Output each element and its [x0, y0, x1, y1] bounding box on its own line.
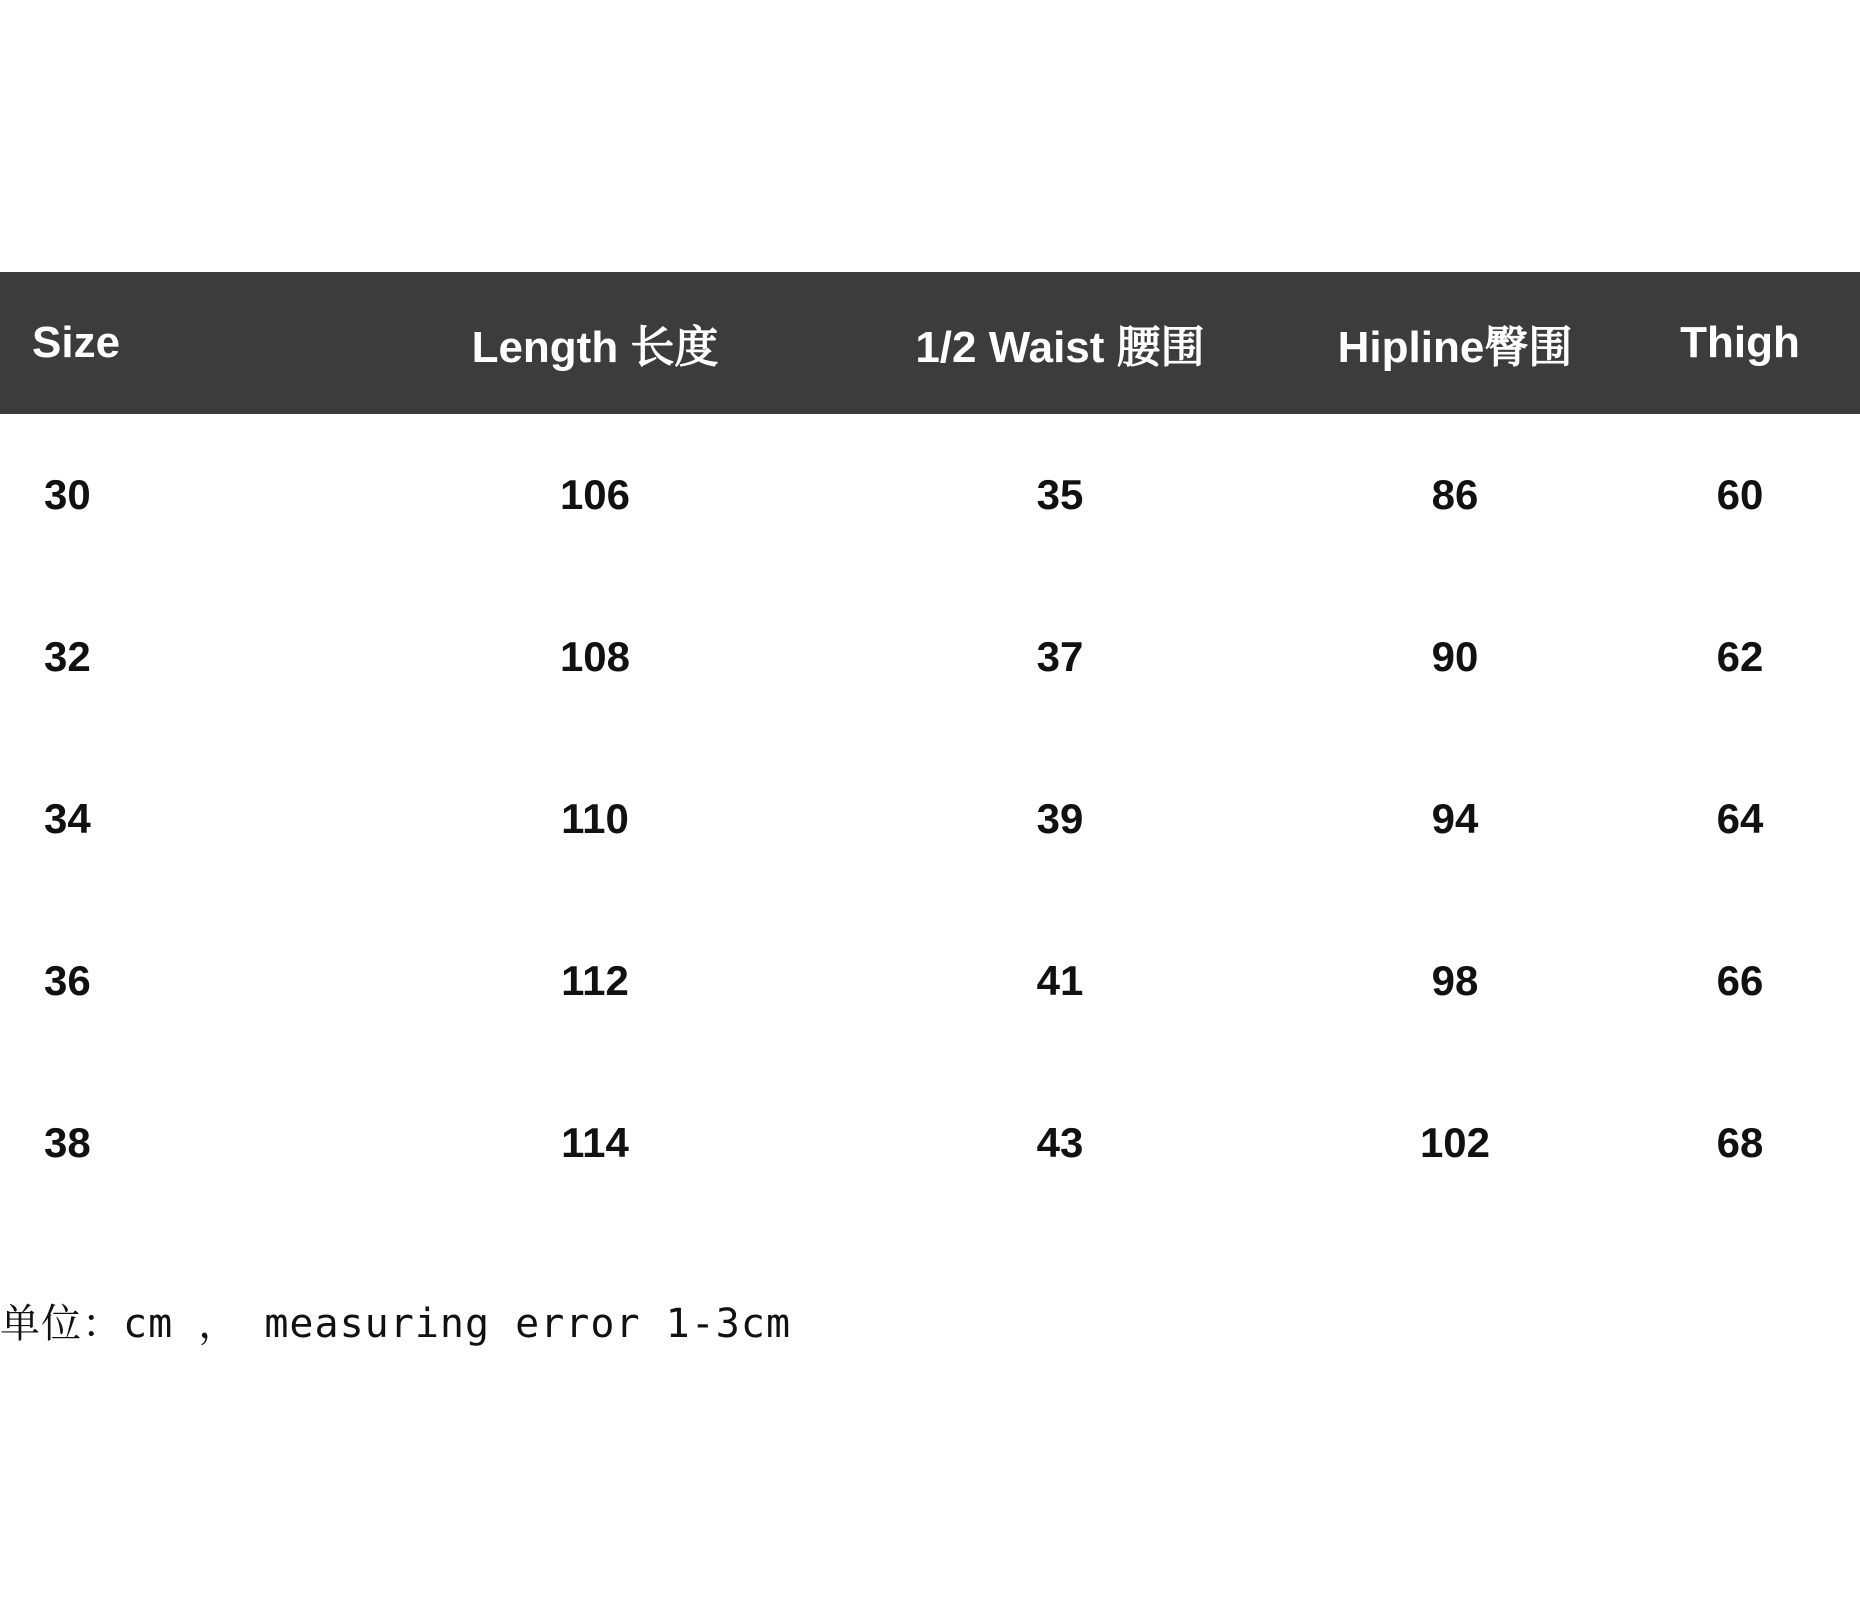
cell-hipline: 102 — [1419, 1119, 1491, 1166]
cell-length: 110 — [561, 795, 629, 842]
cell-waist: 43 — [1036, 1119, 1084, 1166]
table-header — [0, 272, 1860, 414]
cell-length: 112 — [561, 957, 629, 1004]
column-header-length: Length 长度 — [471, 323, 719, 372]
table-header-row — [0, 272, 1860, 414]
cell-hipline: 90 — [1431, 633, 1479, 680]
table-body — [0, 414, 1860, 1224]
cell-size: 38 — [44, 1119, 91, 1166]
measurement-note: 单位：cm ， measuring error 1-3cm — [0, 1301, 792, 1347]
cell-hipline: 94 — [1431, 795, 1479, 842]
table-row — [0, 900, 1860, 1062]
table-row — [0, 414, 1860, 576]
column-header-hipline: Hipline臀围 — [1337, 323, 1573, 372]
cell-hipline: 86 — [1431, 471, 1479, 518]
cell-thigh: 62 — [1716, 633, 1764, 680]
cell-hipline: 98 — [1431, 957, 1479, 1004]
cell-length: 106 — [559, 471, 631, 518]
cell-size: 30 — [44, 471, 91, 518]
size-chart-table — [0, 272, 1860, 1224]
cell-waist: 39 — [1036, 795, 1084, 842]
cell-thigh: 66 — [1716, 957, 1764, 1004]
table-row — [0, 1062, 1860, 1224]
cell-thigh: 60 — [1716, 471, 1764, 518]
cell-length: 108 — [559, 633, 631, 680]
column-header-thigh: Thigh — [1680, 318, 1800, 367]
cell-size: 34 — [44, 795, 91, 842]
column-header-waist: 1/2 Waist 腰围 — [915, 323, 1205, 372]
cell-waist: 35 — [1036, 471, 1084, 518]
cell-waist: 37 — [1036, 633, 1084, 680]
cell-size: 36 — [44, 957, 91, 1004]
table-row — [0, 738, 1860, 900]
cell-thigh: 64 — [1716, 795, 1764, 842]
column-header-size: Size — [32, 318, 121, 367]
table-row — [0, 576, 1860, 738]
cell-size: 32 — [44, 633, 91, 680]
cell-length: 114 — [561, 1119, 629, 1166]
cell-waist: 41 — [1036, 957, 1084, 1004]
cell-thigh: 68 — [1716, 1119, 1764, 1166]
